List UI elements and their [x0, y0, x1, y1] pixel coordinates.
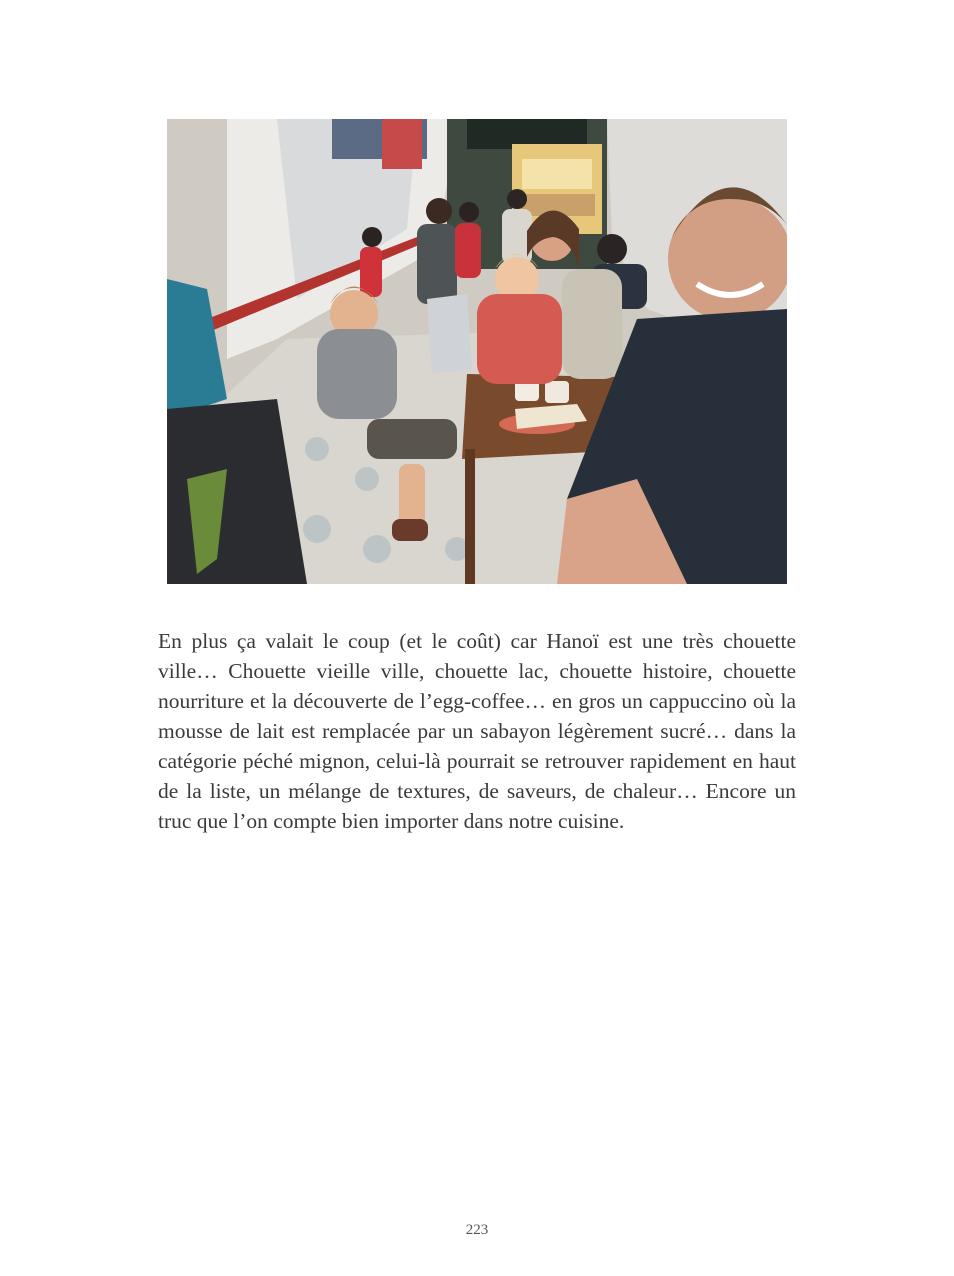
cafe-family-photo: [167, 119, 787, 584]
photo-illustration: [167, 119, 787, 584]
page-number: 223: [465, 1222, 489, 1238]
body-paragraph: En plus ça valait le coup (et le coût) car Hanoï est une très chouette ville… Chouette vieille ville, chouette lac, chouette histoire, chouette nourriture et la découverte de l’egg-coffee… en gros un cappuccino où la mousse de lait est remplacée par un sabayon légèrement sucré… dans la catégorie péché mignon, celui-là pourrait se retrouver rapidement en haut de la liste, un mélange de textures, de saveurs, de chaleur… Encore un truc que l’on compte bien importer dans notre cuisine.: [158, 629, 796, 833]
